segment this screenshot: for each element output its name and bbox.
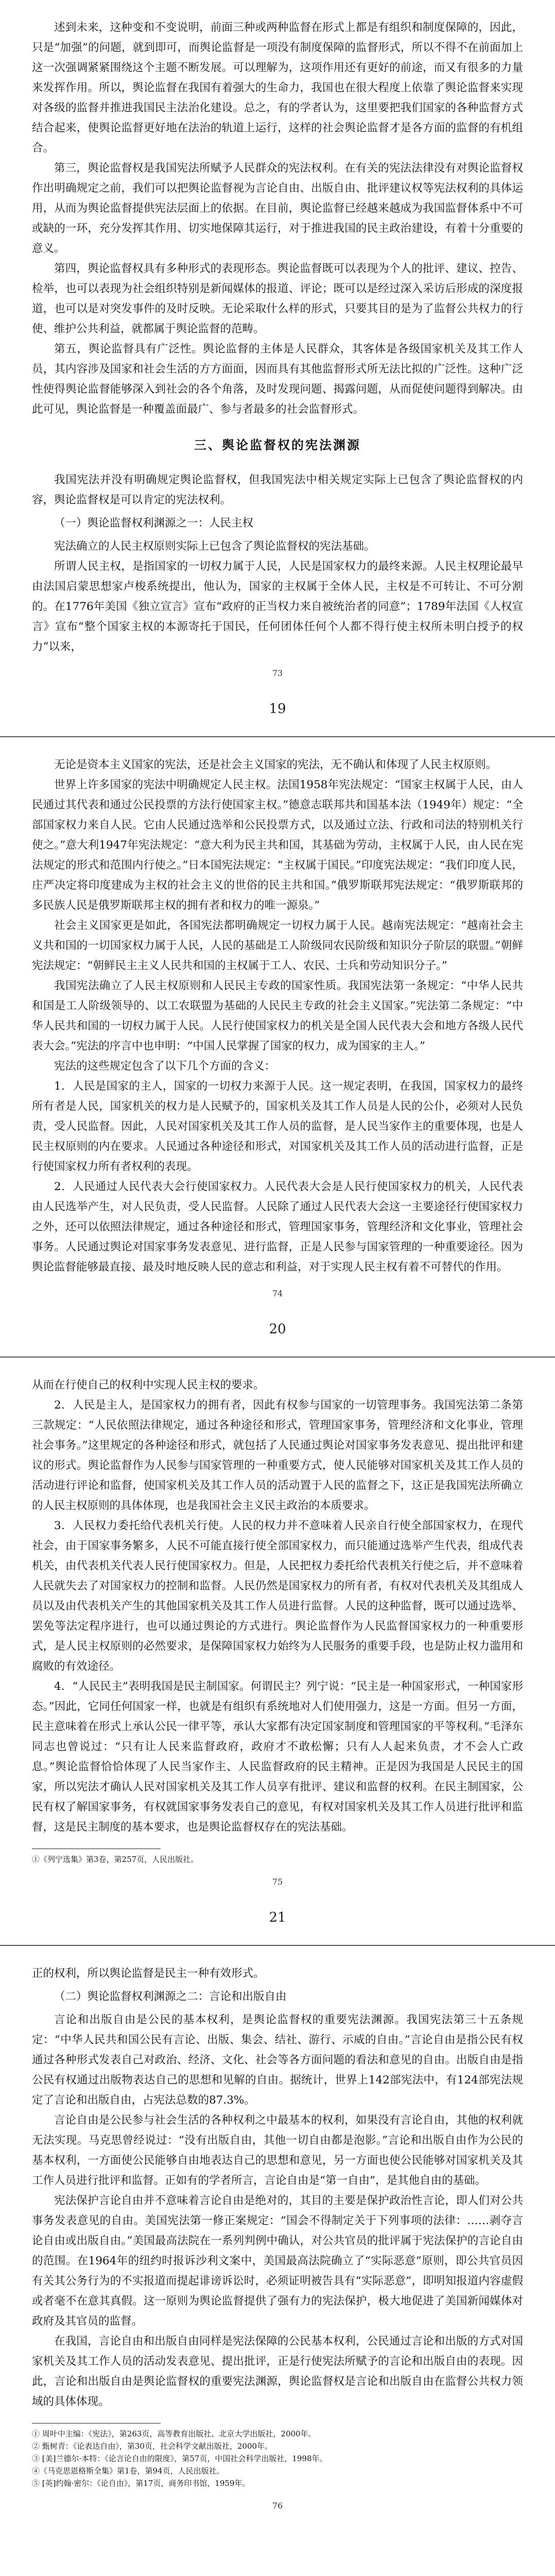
footnote: ①《列宁选集》第3卷，第257页，人民出版社。 bbox=[32, 1855, 199, 1864]
paragraph: 1．人民是国家的主人，国家的一切权力来源于人民。这一规定表明，在我国，国家权力的最终所有者是人民，国家机关的权力是人民赋予的，国家机关及其工作人员是人民的公仆，必须对人民负责，受人民监督。因此，人民对国家机关及其工作人员的监督，是人民当家作主的重要体现，也是人民主权原则的内在要求。人民通过各种途径和形式，对国家机关及其工作人员的活动进行监督，正是行使国家权力所有者权利的表现。 bbox=[32, 1080, 523, 1173]
scanned-page-73 bbox=[0, 0, 555, 737]
paragraph: 宪法保护言论自由并不意味着言论自由是绝对的，其目的主要是保护政治性言论，即人们对公共事务发表意见的自由。美国宪法第一修正案规定：“国会不得制定关于下列事项的法律：……剥夺言论自由或出版自由。”美国最高法院在一系列判例中确认，对公共官员的批评属于宪法保护的言论自由的范围。在1964年的纽约时报诉沙利文案中，美国最高法院确立了“实际恶意”原则，即公共官员因有关其公务行为的不实报道而提起诽谤诉讼时，必须证明被告具有“实际恶意”，即明知报道内容虚假或者毫不在意其真假。这一原则为舆论监督提供了强有力的宪法保护，极大地促进了美国新闻媒体对政府及其官员的监督。 bbox=[32, 2194, 523, 2328]
paragraph: 从而在行使自己的权利中实现人民主权的要求。 bbox=[32, 1379, 265, 1392]
paragraph: 所谓人民主权，是指国家的一切权力属于人民，人民是国家权力的最终来源。人民主权理论最早由法国启蒙思想家卢梭系统提出，他认为，国家的主权属于全体人民，主权是不可转让、不可分割的。在1776年美国《独立宣言》宣布“政府的正当权力来自被统治者的同意”；1789年法国《人权宣言》宣布“整个国家主权的本源寄托于国民，任何团体任何个人都不得行使主权所未明白授予的权力”以来， bbox=[32, 560, 523, 653]
scanned-page-76 bbox=[0, 1946, 555, 2512]
paragraph: 在我国，言论自由和出版自由同样是宪法保障的公民基本权利，公民通过言论和出版的方式对国家机关及其工作人员的活动发表意见、提出批评，正是行使宪法所赋予的言论和出版自由的表现。因此，言论和出版自由是舆论监督权的重要宪法渊源，舆论监督权是言论和出版自由在监督公共权力领域的具体体现。 bbox=[32, 2335, 523, 2408]
scan-index: 20 bbox=[269, 1321, 286, 1337]
scanned-page-75 bbox=[0, 1358, 555, 1946]
page-number: 73 bbox=[272, 668, 283, 678]
paragraph: 宪法的这些规定包含了以下几个方面的含义： bbox=[54, 1060, 276, 1073]
subsection-title: （二）舆论监督权利渊源之二：言论和出版自由 bbox=[54, 1990, 287, 2003]
paragraph: 第四，舆论监督权具有多种形式的表现形态。舆论监督既可以表现为个人的批评、建议、控告、检举，也可以表现为社会组织特别是新闻媒体的报道、评论；既可以是经过深入采访后形成的深度报道，也可以是对突发事件的及时反映。无论采取什么样的形式，只要其目的是为了监督公共权力的行使、维护公共利益，就都属于舆论监督的范畴。 bbox=[32, 262, 523, 335]
paragraph: 世界上许多国家的宪法中明确规定人民主权。法国1958年宪法规定：“国家主权属于人民，由人民通过其代表和通过公民投票的方法行使国家主权。”德意志联邦共和国基本法（1949年）规定：“全部国家权力来自人民。它由人民通过选举和公民投票方式，以及通过立法、行政和司法的特别机关行使之。”意大利1947年宪法规定：“意大利为民主共和国，其基础为劳动，主权属于人民，由人民在宪法规定的形式和范围内行使之。”日本国宪法规定：“主权属于国民。”印度宪法规定：“我们印度人民，庄严决定将印度建成为主权的社会主义的世俗的民主共和国。”俄罗斯联邦宪法规定：“俄罗斯联邦的多民族人民是俄罗斯联邦主权的拥有者和权力的唯一源泉。” bbox=[32, 778, 524, 912]
scan-index: 21 bbox=[269, 1910, 286, 1925]
paragraph: 3．人民权力委托给代表机关行使。人民的权力并不意味着人民亲自行使全部国家权力，在现代社会，由于国家事务繁多，人民不可能直接行使全部国家权力，而只能通过选举产生代表，组成代表机关，由代表机关代表人民行使国家权力。但是，人民把权力委托给代表机关行使之后，并不意味着人民就失去了对国家权力的控制和监督。人民仍然是国家权力的所有者，有权对代表机关及其组成人员以及由代表机关产生的其他国家机关及其工作人员进行监督。人民的这种监督，既可以通过选举、罢免等法定程序进行，也可以通过舆论的方式进行。舆论监督作为人民监督国家权力的一种重要形式，是人民主权原则的必然要求，是保障国家权力始终为人民服务的重要手段，也是防止权力滥用和腐败的有效途径。 bbox=[32, 1519, 523, 1673]
scanned-page-74 bbox=[0, 737, 555, 1358]
paragraph: 言论和出版自由是公民的基本权利，是舆论监督权的重要宪法渊源。我国宪法第三十五条规定：“中华人民共和国公民有言论、出版、集会、结社、游行、示威的自由。”言论自由是指公民有权通过各种形式发表自己对政治、经济、文化、社会等各方面问题的看法和意见的自由。出版自由是指公民有权通过出版物表达自己的思想和见解的自由。据统计，世界上142部宪法中，有124部宪法规定了言论和出版自由，占宪法总数的87.3%。 bbox=[32, 2013, 523, 2107]
footnote-divider bbox=[32, 2423, 161, 2424]
paragraph: 我国宪法确立了人民主权原则和人民民主专政的国家性质。我国宪法第一条规定：“中华人民共和国是工人阶级领导的、以工农联盟为基础的人民民主专政的社会主义国家。”宪法第二条规定：“中华人民共和国的一切权力属于人民。人民行使国家权力的机关是全国人民代表大会和地方各级人民代表大会。”宪法的序言中也申明：“中国人民掌握了国家的权力，成为国家的主人。” bbox=[32, 979, 523, 1053]
paragraph: 2．人民通过人民代表大会行使国家权力。人民代表大会是人民行使国家权力的机关，人民代表由人民选举产生，对人民负责，受人民监督。人民除了通过人民代表大会这一主要途径行使国家权力之外，还可以依照法律规定，通过各种途径和形式，管理国家事务，管理经济和文化事业，管理社会事务。人民通过舆论对国家事务发表意见、进行监督，正是人民参与国家管理的一种重要途径。因为舆论监督能够最直接、最及时地反映人民的意志和利益，对于实现人民主权有着不可替代的作用。 bbox=[32, 1180, 523, 1274]
paragraph: 言论自由是公民参与社会生活的各种权利之中最基本的权利，如果没有言论自由，其他的权利就无法实现。马克思曾经说过：“没有出版自由，其他一切自由都是泡影。”言论和出版自由作为公民的基本权利，一方面使公民能够自由地表达自己的思想和意见，另一方面也使公民能够对国家机关及其工作人员进行批评和监督。正如有的学者所言，言论自由是“第一自由”，是其他自由的基础。 bbox=[32, 2114, 523, 2187]
section-title: 三、舆论监督权的宪法渊源 bbox=[194, 437, 361, 452]
paragraph: 述到未来，这种变和不变说明，前面三种或两种监督在形式上都是有组织和制度保障的，因此，只是“加强”的问题，就到即可，而舆论监督是一项没有制度保障的监督形式，所以不得不在前面加上这一次强调紧紧围绕这个主题不断发展。可以理解为，这项作用还有更好的前途，而又有很多的力量来发挥作用。所以，舆论监督在我国有着强大的生命力，我国也在很大程度上依靠了舆论监督来实现对各级的监督并推进我国民主法治化建设。总之，有的学者认为，这里要把我们国家的各种监督方式结合起来，使舆论监督更好地在法治的轨道上运行，这样的社会舆论监督才是各方面的监督的有机组合。 bbox=[32, 21, 523, 155]
footnote: ④《马克思恩格斯全集》第1卷，第94页，人民出版社。 bbox=[32, 2466, 224, 2476]
page-number: 74 bbox=[272, 1289, 283, 1298]
paragraph: 我国宪法并没有明确规定舆论监督权，但我国宪法中相关规定实际上已包含了舆论监督权的内容，舆论监督权是可以肯定的宪法权利。 bbox=[32, 473, 523, 506]
paragraph: 4．“人民民主”表明我国是民主制国家。何谓民主？列宁说：“民主是一种国家形式，一种国家形态。”因此，它同任何国家一样，也就是有组织有系统地对人们使用强力，这是一方面。但另一方面，民主意味着在形式上承认公民一律平等，承认大家都有决定国家制度和管理国家的平等权利。”毛泽东同志也曾说过：“只有让人民来监督政府，政府才不敢松懈；只有人人起来负责，才不会人亡政息。”舆论监督恰恰体现了人民当家作主、人民监督政府的民主精神。正是因为我国是人民民主的国家，所以宪法才确认人民对国家机关及其工作人员享有批评、建议和监督的权利。在民主制国家，公民有权了解国家事务，有权就国家事务发表自己的意见，有权对国家机关及其工作人员进行批评和监督，这是民主制度的基本要求，也是舆论监督权存在的宪法基础。 bbox=[32, 1680, 523, 1834]
scan-index: 19 bbox=[269, 701, 286, 717]
page-number: 75 bbox=[272, 1877, 283, 1887]
footnote: ③ [美]兰德尔·本特：《论言论自由的限度》，第57页，中国社会科学出版社，1998年。 bbox=[32, 2454, 327, 2463]
footnote: ⑤ [英]约翰·密尔：《论自由》，第17页，商务印书馆，1959年。 bbox=[32, 2479, 250, 2488]
paragraph: 正的权利，所以舆论监督是民主一种有效形式。 bbox=[32, 1967, 265, 1980]
paragraph: 无论是资本主义国家的宪法，还是社会主义国家的宪法，无不确认和体现了人民主权原则。 bbox=[54, 758, 497, 771]
subsection-title: （一）舆论监督权利渊源之一：人民主权 bbox=[54, 517, 254, 530]
paragraph: 第三，舆论监督权是我国宪法所赋予人民群众的宪法权利。在有关的宪法法律没有对舆论监督权作出明确规定之前，我们可以把舆论监督视为言论自由、出版自由、批评建议权等宪法权利的具体运用，从而为舆论监督提供宪法层面上的依据。在目前，舆论监督已经越来越成为我国监督体系中不可或缺的一环，充分发挥其作用、切实地保障其运行，对于推进我国的民主政治建设，有着十分重要的意义。 bbox=[32, 162, 523, 255]
paragraph: 宪法确立的人民主权原则实际上已包含了舆论监督权的宪法基础。 bbox=[54, 540, 375, 553]
paragraph: 社会主义国家更是如此，各国宪法都明确规定一切权力属于人民。越南宪法规定：“越南社会主义共和国的一切国家权力属于人民，人民的基础是工人阶级同农民阶级和知识分子阶层的联盟。”朝鲜宪法规定：“朝鲜民主主义人民共和国的主权属于工人、农民、士兵和劳动知识分子。” bbox=[32, 919, 523, 972]
page-number: 76 bbox=[272, 2501, 283, 2511]
paragraph: 第五，舆论监督具有广泛性。舆论监督的主体是人民群众，其客体是各级国家机关及其工作人员，其内容涉及国家和社会生活的方方面面，因而具有其他监督形式所无法比拟的广泛性。这种广泛性使得舆论监督能够深入到社会的各个角落，及时发现问题、揭露问题，从而促使问题得到解决。由此可见，舆论监督是一种覆盖面最广、参与者最多的社会监督形式。 bbox=[32, 343, 523, 416]
footnote: ② 甄树青：《论表达自由》，第30页，社会科学文献出版社，2000年。 bbox=[32, 2442, 273, 2451]
footnote: ① 周叶中主编：《宪法》，第263页，高等教育出版社、北京大学出版社，2000年。 bbox=[32, 2429, 316, 2438]
paragraph: 2．人民是主人，是国家权力的拥有者，因此有权参与国家的一切管理事务。我国宪法第二条第三款规定：“人民依照法律规定，通过各种途径和形式，管理国家事务，管理经济和文化事业，管理社会事务。”这里规定的各种途径和形式，就包括了人民通过舆论对国家事务发表意见、提出批评和建议的形式。舆论监督作为人民参与国家管理的一种重要方式，使人民能够对国家机关及其工作人员的活动进行评论和监督，使国家机关及其工作人员的活动置于人民的监督之下，这正是我国宪法所确立的人民主权原则的具体体现，也是我国社会主义民主政治的本质要求。 bbox=[32, 1399, 523, 1512]
